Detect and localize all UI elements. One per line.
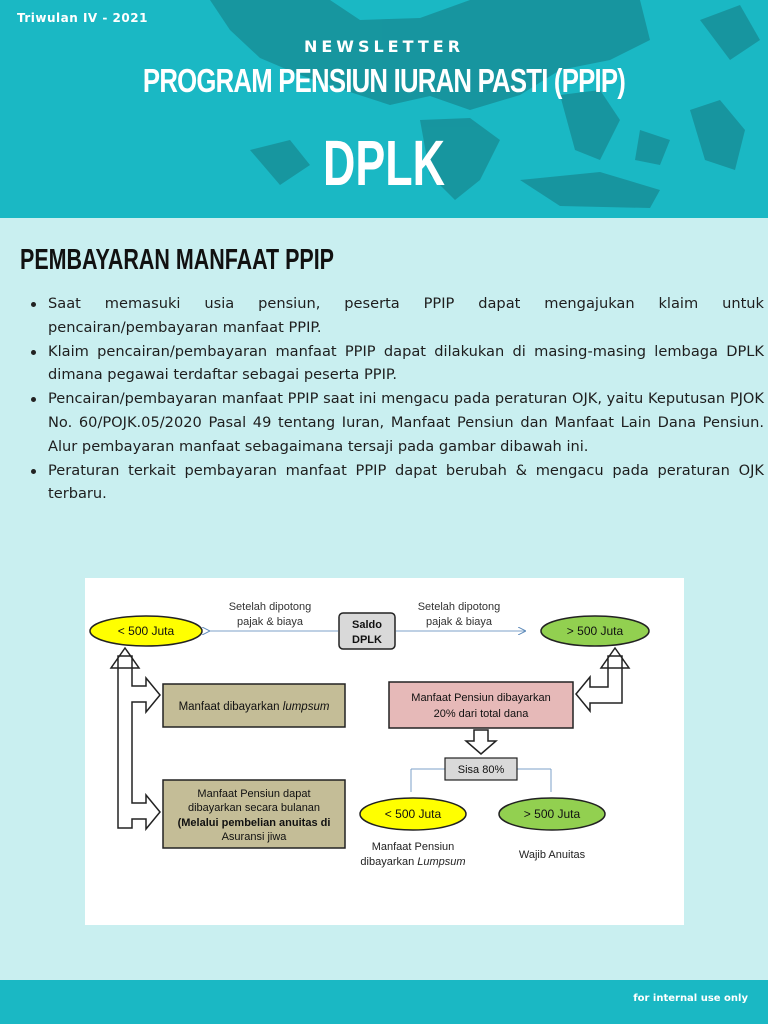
page-title: PROGRAM PENSIUN IURAN PASTI (PPIP) <box>142 62 626 99</box>
lumpsum-label: Manfaat dibayarkan lumpsum <box>178 701 330 713</box>
bullet-item: Klaim pencairan/pembayaran manfaat PPIP dapat dilakukan di masing-masing lembaga DPLK dimana pegawai terdaftar sebagai peserta PPIP. <box>48 340 764 388</box>
bullet-item: Pencairan/pembayaran manfaat PPIP saat ini mengacu pada peraturan OJK, yaitu Keputusan PJOK No. 60/POJK.05/2020 Pasal 49 tentang Iuran, Manfaat Pensiun dan Manfaat Lain Dana Pensiun. Alur pembayaran manfaat sebagaimana tersaji pada gambar dibawah ini. <box>48 387 764 458</box>
payment-flow-diagram <box>85 578 684 925</box>
left-threshold-label: < 500 Juta <box>117 624 175 638</box>
bottom-left-oval-label: < 500 Juta <box>384 807 442 821</box>
bottom-left-caption-1: Manfaat Pensiun <box>371 841 455 853</box>
monthly-label-3: (Melalui pembelian anuitas di <box>177 817 331 829</box>
bottom-right-oval-label: > 500 Juta <box>523 807 581 821</box>
bullet-item: Peraturan terkait pembayaran manfaat PPIP dapat berubah & mengacu pada peraturan OJK terbaru. <box>48 459 764 507</box>
section-title: PEMBAYARAN MANFAAT PPIP <box>20 244 335 276</box>
pension-20-label-1: Manfaat Pensiun dibayarkan <box>411 692 551 704</box>
right-note-1: Setelah dipotong <box>417 601 501 613</box>
brand-title: DPLK <box>323 127 445 199</box>
monthly-label-4: Asuransi jiwa <box>221 831 287 843</box>
quarter-label: Triwulan IV - 2021 <box>17 11 148 25</box>
saldo-label-1: Saldo <box>352 619 382 631</box>
footer-note: for internal use only <box>633 993 748 1004</box>
pension-20-box <box>389 682 573 728</box>
bottom-right-caption: Wajib Anuitas <box>518 849 586 861</box>
pension-20-label-2: 20% dari total dana <box>433 708 529 720</box>
bullet-list <box>22 292 764 506</box>
right-note-2: pajak & biaya <box>425 616 493 628</box>
left-note-2: pajak & biaya <box>236 616 304 628</box>
right-flow-arrow <box>576 648 629 711</box>
sisa-label: Sisa 80% <box>457 764 505 776</box>
payment-flow-figure <box>85 578 684 925</box>
left-note-1: Setelah dipotong <box>228 601 312 613</box>
down-arrow <box>466 730 496 754</box>
right-threshold-label: > 500 Juta <box>566 624 624 638</box>
saldo-label-2: DPLK <box>352 634 382 646</box>
bullet-item: Saat memasuki usia pensiun, peserta PPIP dapat mengajukan klaim untuk pencairan/pembayaran manfaat PPIP. <box>48 292 764 340</box>
left-flow-arrow <box>111 648 160 829</box>
newsletter-kicker: NEWSLETTER <box>303 37 465 56</box>
header-banner <box>0 0 768 218</box>
monthly-label-1: Manfaat Pensiun dapat <box>197 788 311 800</box>
bottom-left-caption-2: dibayarkan Lumpsum <box>360 856 466 868</box>
footer-bar <box>0 980 768 1024</box>
monthly-label-2: dibayarkan secara bulanan <box>187 802 321 814</box>
